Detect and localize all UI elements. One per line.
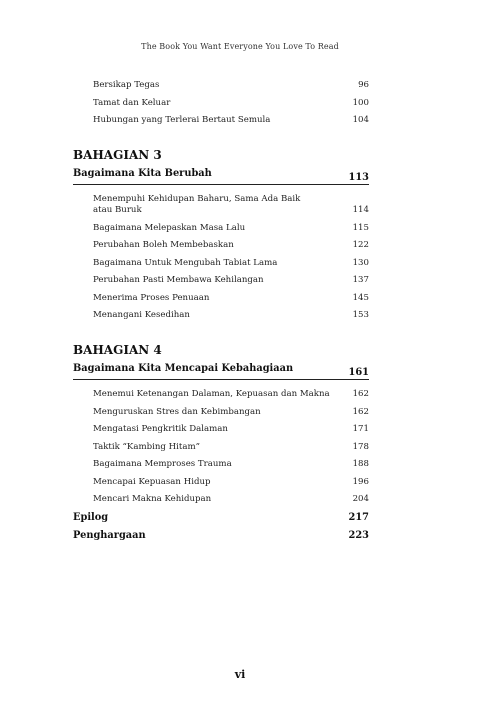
- section-page: 161: [348, 367, 369, 378]
- table-of-contents: [73, 80, 369, 548]
- entry-title: Menerima Proses Penuaan: [93, 292, 210, 303]
- section-title: Epilog: [73, 511, 109, 523]
- section-title: Penghargaan: [73, 529, 146, 541]
- section-page: 223: [348, 529, 369, 541]
- entry-title: Menemui Ketenangan Dalaman, Kepuasan dan Makna: [93, 389, 330, 399]
- entry-title: Bagaimana Memproses Trauma: [93, 459, 232, 469]
- entry-title-continued: atau Buruk: [93, 205, 142, 215]
- entry-title: Menguruskan Stres dan Kebimbangan: [93, 406, 261, 417]
- section-title: Bagaimana Kita Mencapai Kebahagiaan: [73, 363, 294, 374]
- toc-entry: [73, 494, 369, 505]
- section-title: Bagaimana Kita Berubah: [73, 168, 212, 179]
- toc-entry: [73, 310, 369, 321]
- entry-page: 204: [352, 494, 369, 504]
- page-number: vi: [234, 668, 246, 681]
- entry-title: Tamat dan Keluar: [93, 97, 171, 108]
- toc-entry: [73, 442, 369, 453]
- entry-title: Mencari Makna Kehidupan: [93, 494, 212, 504]
- entry-page: 171: [352, 424, 369, 434]
- epilog-section: [73, 512, 369, 524]
- entry-title: Hubungan yang Terlerai Bertaut Semula: [93, 115, 271, 125]
- toc-entry: [73, 194, 369, 216]
- entry-page: 100: [352, 97, 369, 108]
- acknowledgements-section: [73, 530, 369, 542]
- toc-entry: [73, 223, 369, 234]
- part-4-heading: BAHAGIAN 4: [73, 343, 162, 357]
- entry-page: 153: [352, 310, 369, 320]
- entry-title: Menempuhi Kehidupan Baharu, Sama Ada Baik: [93, 194, 301, 204]
- entry-page: 178: [352, 441, 369, 452]
- entry-page: 115: [352, 222, 369, 233]
- entry-page: 137: [352, 275, 369, 285]
- entry-page: 162: [352, 389, 369, 399]
- toc-entry: [73, 275, 369, 286]
- toc-entry: [73, 389, 369, 400]
- toc-entry: [73, 293, 369, 304]
- entry-title: Perubahan Boleh Membebaskan: [93, 240, 234, 250]
- section-page: 113: [348, 172, 369, 183]
- entry-page: 130: [352, 257, 369, 268]
- entry-title: Bersikap Tegas: [93, 80, 160, 90]
- entry-page: 104: [352, 115, 369, 125]
- toc-entry: [73, 240, 369, 251]
- entry-page: 162: [352, 406, 369, 417]
- entry-title: Bagaimana Untuk Mengubah Tabiat Lama: [93, 257, 278, 268]
- entry-page: 122: [352, 240, 369, 250]
- toc-entry: [73, 98, 369, 109]
- entry-page: 188: [352, 459, 369, 469]
- entry-title: Mencapai Kepuasan Hidup: [93, 476, 211, 487]
- entry-page: 114: [352, 205, 369, 215]
- entry-title: Taktik “Kambing Hitam”: [93, 441, 201, 452]
- part-3-heading: BAHAGIAN 3: [73, 148, 162, 162]
- section-page: 217: [348, 511, 369, 523]
- toc-entry: [73, 80, 369, 91]
- entry-page: 96: [358, 80, 369, 90]
- entry-page: 196: [352, 476, 369, 487]
- toc-entry: [73, 407, 369, 418]
- toc-entry: [73, 258, 369, 269]
- toc-entry: [73, 115, 369, 126]
- part-4-section-title: [73, 363, 369, 380]
- entry-title: Mengatasi Pengkritik Dalaman: [93, 424, 228, 434]
- entry-page: 145: [352, 292, 369, 303]
- running-header: The Book You Want Everyone You Love To Read: [141, 42, 339, 51]
- part-3-section-title: [73, 168, 369, 185]
- toc-entry: [73, 424, 369, 435]
- entry-title: Menangani Kesedihan: [93, 310, 190, 320]
- toc-entry: [73, 459, 369, 470]
- entry-title: Bagaimana Melepaskan Masa Lalu: [93, 222, 246, 233]
- entry-title: Perubahan Pasti Membawa Kehilangan: [93, 275, 264, 285]
- toc-entry: [73, 477, 369, 488]
